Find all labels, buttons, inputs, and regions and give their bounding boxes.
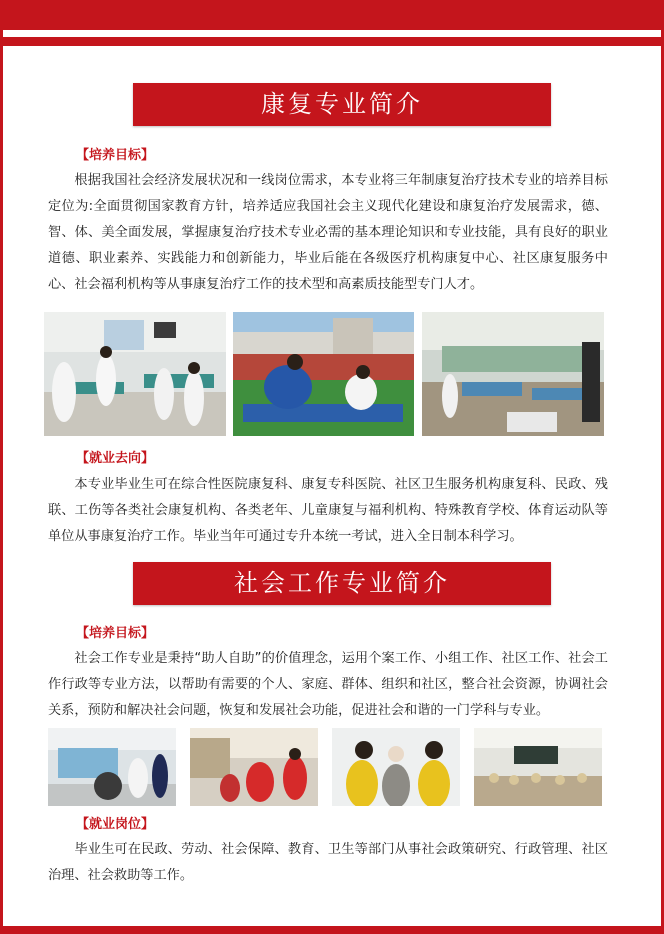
community-service-photo xyxy=(48,728,176,806)
volunteer-visit-photo xyxy=(190,728,318,806)
section2-career-text: 毕业生可在民政、劳动、社会保障、教育、卫生等部门从事社会政策研究、行政管理、社区治理、社会救助等工作。 xyxy=(48,842,608,883)
elderly-care-photo xyxy=(332,728,460,806)
outdoor-practice-photo xyxy=(233,312,414,436)
section2-goal-label: 【培养目标】 xyxy=(76,626,155,641)
left-frame-line xyxy=(0,0,3,934)
top-red-band xyxy=(0,0,664,30)
training-room-photo xyxy=(422,312,604,436)
classroom-activity-photo xyxy=(474,728,602,806)
section1-goal-label: 【培养目标】 xyxy=(76,148,155,163)
top-red-stripe xyxy=(0,37,664,46)
bottom-red-band xyxy=(0,926,664,934)
section2-career-label: 【就业岗位】 xyxy=(76,817,155,832)
section2-title: 社会工作专业简介 xyxy=(234,569,450,597)
section1-goal-text: 根据我国社会经济发展状况和一线岗位需求，本专业将三年制康复治疗技术专业的培养目标定位为:全面贯彻国家教育方针，培养适应我国社会主义现代化建设和康复治疗发展需求，德、智、体、美全面发展，掌握康复治疗技术专业必需的基本理论知识和专业技能，具有良好的职业道德、职业素养、实践能力和创新能力，毕业后能在各级医疗机构康复中心、社区康复服务中心、社会福利机构等从事康复治疗工作的技术型和高素质技能型专门人才。 xyxy=(48,173,608,292)
rehab-training-photo xyxy=(44,312,226,436)
section1-title: 康复专业简介 xyxy=(261,90,423,118)
section2-goal-text: 社会工作专业是秉持“助人自助”的价值理念，运用个案工作、小组工作、社区工作、社会工作行政等专业方法，以帮助有需要的个人、家庭、群体、组织和社区，整合社会资源，协调社会关系，预防和解决社会问题，恢复和发展社会功能，促进社会和谐的一门学科与专业。 xyxy=(48,651,608,718)
section2-title-banner xyxy=(133,562,551,605)
section1-career-label: 【就业去向】 xyxy=(76,451,155,466)
section1-title-banner xyxy=(133,83,551,126)
section1-career-text: 本专业毕业生可在综合性医院康复科、康复专科医院、社区卫生服务机构康复科、民政、残联、工伤等各类社会康复机构、各类老年、儿童康复与福利机构、特殊教育学校、体育运动队等单位从事康复治疗工作。毕业当年可通过专升本统一考试，进入全日制本科学习。 xyxy=(48,477,608,544)
